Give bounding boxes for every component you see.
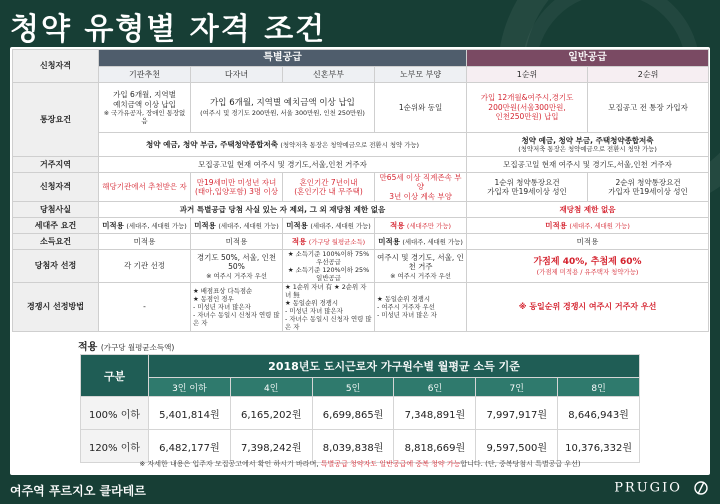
income-cell: 10,376,332원 [558,430,640,463]
income-col-8: 8인 [558,378,640,397]
col-first-rank: 1순위 [467,67,588,83]
income-row-100 [81,397,640,430]
household-institution [99,218,191,234]
header-general: 일반공급 [467,50,709,67]
row-label-tie: 경쟁시 선정방법 [13,283,99,332]
qual-elder-line2: 3년 이상 계속 부양 [389,191,452,201]
footnote [10,459,710,469]
qual-elder-line1: 만65세 이상 직계존속 부양 [379,173,462,192]
row-label-residence: 거주지역 [13,157,99,173]
income-cell: 6,482,177원 [149,430,231,463]
tie-elder-line3: - 미성년 자녀 많은 자 [377,311,437,320]
selection-general-line1: 가점제 40%, 추첨제 60% [533,256,642,267]
income-elder-note: (세대주, 세대원 가능) [402,237,463,246]
qual-newly-line1: 혼인기간 7년이내 [299,177,358,187]
account-multi-line1: 가입 6개월, 지역별 예치금액 이상 납입 [210,98,355,109]
logo-text: PRUGIO [614,480,682,496]
col-newlywed: 신혼부부 [283,67,375,83]
row-label-winning: 당첨사실 [13,202,99,218]
account-second-rank: 모집공고 전 통장 가입자 [588,83,709,133]
income-cell: 7,348,891원 [394,397,476,430]
footnote-part2: 합니다. (단, 중복당첨시 특별공급 우선) [460,460,581,468]
tie-multi-line2: ★ 동점인 경우 [193,295,234,304]
household-inst-note: (세대주, 세대원 가능) [126,221,187,230]
tie-institution: - [99,283,191,332]
tie-newly-line2: ★ 동일순위 경쟁시 [285,299,339,308]
account-general-bottom-text: 청약 예금, 청약 부금, 주택청약종합저축 [521,135,654,145]
row-label-qualification: 신청자격 [13,173,99,202]
selection-general [467,250,709,283]
account-g1-line1: 가입 12개월&여주시,경기도 [480,93,574,103]
qual-g1-line2: 가입자 만19세이상 성인 [487,187,567,197]
income-col-7: 7인 [476,378,558,397]
selection-elder [375,250,467,283]
col-elder-support: 노부모 부양 [375,67,467,83]
tie-newlywed [283,283,375,332]
qual-first-rank [467,173,588,202]
qual-multi-line1: 만19세미만 미성년 자녀 [196,177,277,187]
account-elder: 1순위와 동일 [375,83,467,133]
col-multi-child: 다자녀 [191,67,283,83]
household-elder-note: (세대주만 가능) [406,221,451,230]
account-inst-line1: 가입 6개월, 지역별 [113,90,176,100]
tie-elder-line1: ★ 동일순위 경쟁시 [377,295,431,304]
income-newlywed [283,234,375,250]
row-label-account: 통장요건 [13,83,99,157]
income-row-label: 100% 이하 [81,397,149,430]
income-table-corner: 구분 [81,355,149,397]
household-newly-note: (세대주, 세대원 가능) [310,221,371,230]
qual-g2-line1: 2순위 청약통장요건 [615,177,681,187]
tie-multi-line1: ★ 배점표상 다득점순 [193,287,253,296]
qual-institution: 해당기관에서 추천받은 자 [99,173,191,202]
account-general-bottom [467,133,709,157]
income-cell: 8,039,838원 [312,430,394,463]
winning-special: 과거 특별공급 당첨 사실 있는 자 제외, 그 외 재당첨 제한 없음 [99,202,467,218]
eligibility-table [12,49,709,332]
income-cell: 9,597,500원 [476,430,558,463]
qual-g1-line1: 1순위 청약통장요건 [494,177,560,187]
household-newlywed [283,218,375,234]
income-section-label [78,338,174,353]
income-multi-child: 미적용 [191,234,283,250]
tie-elder-line2: - 여주시 거주자 우선 [377,303,435,312]
household-newly-value: 미적용 [286,220,308,230]
income-row-120 [81,430,640,463]
prugio-logo [614,480,708,496]
income-newly-value: 적용 [291,236,307,246]
selection-newlywed [283,250,375,283]
logo-mark-icon [694,480,708,496]
income-cell: 7,398,242원 [230,430,312,463]
comparison-card [10,47,710,475]
income-cell: 8,818,669원 [394,430,476,463]
tie-multi-line4: - 자녀수 동일시 신청자 연령 많은 자 [193,311,280,328]
header-special: 특별공급 [99,50,467,67]
income-newly-note: (가구당 월평균소득) [308,237,366,246]
income-table [80,354,640,463]
income-cell: 5,401,814원 [149,397,231,430]
income-elder-value: 미적용 [378,236,400,246]
income-general: 미적용 [467,234,709,250]
income-col-6: 6인 [394,378,476,397]
income-col-5: 5인 [312,378,394,397]
income-cell: 7,997,917원 [476,397,558,430]
account-multi-newly [191,83,375,133]
residence-general: 모집공고일 현재 여주시 및 경기도,서울,인천 거주자 [467,157,709,173]
qual-elder [375,173,467,202]
account-special-bottom-text: 청약 예금, 청약 부금, 주택청약종합저축 [145,139,279,149]
winning-general: 재당첨 제한 없음 [467,202,709,218]
household-multi-child [191,218,283,234]
selection-elder-line1: 여주시 및 경기도, 서울, 인천 거주 [377,252,464,272]
row-label-selection: 당첨자 선정 [13,250,99,283]
col-institution: 기관추천 [99,67,191,83]
household-multi-value: 미적용 [194,220,216,230]
income-col-3: 3인 이하 [149,378,231,397]
household-general-value: 미적용 [545,220,567,230]
tie-newly-line1: ★ 1순위 자녀 有 ★ 2순위 자녀 無 [285,283,367,300]
tie-elder [375,283,467,332]
income-section-title: 적용 [78,342,98,353]
page-title: 청약 유형별 자격 조건 [10,12,327,47]
footnote-highlight: 특별공급 청약자도 일반공급에 중복 청약 가능 [320,460,461,468]
account-g1-line3: 인천250만원) 납입 [495,112,559,122]
tie-general: ※ 동일순위 경쟁시 여주시 거주자 우선 [467,283,709,332]
residence-special: 모집공고일 현재 여주시 및 경기도,서울,인천 거주자 [99,157,467,173]
selection-elder-line2: ※ 여주시 거주자 우선 [390,271,451,280]
account-special-bottom [99,133,467,157]
account-first-rank [467,83,588,133]
tie-multi-line3: - 미성년 자녀 많은자 [193,303,251,312]
row-label-apply: 신청자격 [13,50,99,83]
selection-general-line2: (가점제 미적용 / 유주택자 청약가능) [536,267,639,276]
account-general-bottom-note: (청약저축 통장은 청약예금으로 전환시 청약 가능) [518,145,657,154]
tie-multi-child [191,283,283,332]
household-elder [375,218,467,234]
account-inst-line2: 예치금액 이상 납입 [113,99,176,109]
col-second-rank: 2순위 [588,67,709,83]
income-cell: 6,699,865원 [312,397,394,430]
household-inst-value: 미적용 [102,220,124,230]
qual-g2-line2: 가입자 만19세이상 성인 [608,187,688,197]
brand-name: 여주역 푸르지오 클라테르 [10,484,146,498]
account-inst-note: ※ 국가유공자, 장애인 통장없음 [103,108,186,125]
income-section-note: (가구당 월평균소득액) [100,343,175,352]
household-general-note: (세대주, 세대원 가능) [569,221,630,230]
income-elder [375,234,467,250]
tie-newly-line4: - 자녀수 동일시 신청자 연령 많은 자 [285,315,372,332]
row-label-income: 소득요건 [13,234,99,250]
selection-multi-child [191,250,283,283]
income-col-4: 4인 [230,378,312,397]
tie-newly-line3: - 미성년 자녀 많은자 [285,307,343,316]
selection-institution: 각 기관 선정 [99,250,191,283]
income-cell: 6,165,202원 [230,397,312,430]
selection-newly-line2: ★ 소득기준 120%이하 25% 일반공급 [287,266,370,283]
account-multi-line2: (여주시 및 경기도 200만원, 서울 300만원, 인천 250만원) [200,108,365,117]
income-institution: 미적용 [99,234,191,250]
row-label-household: 세대주 요건 [13,218,99,234]
account-special-bottom-note: (청약저축 통장은 청약예금으로 전환시 청약 가능) [280,140,420,149]
account-g1-line2: 200만원(서울300만원, [488,102,566,112]
income-row-label: 120% 이하 [81,430,149,463]
qual-multi-child [191,173,283,202]
qual-newly-line2: (혼인기간 내 무주택) [294,187,363,197]
selection-multi-line1: 경기도 50%, 서울, 인천 50% [196,252,277,272]
household-multi-note: (세대주, 세대원 가능) [218,221,279,230]
income-table-title: 2018년도 도시근로자 가구원수별 월평균 소득 기준 [149,355,640,378]
qual-second-rank [588,173,709,202]
household-elder-value: 적용 [390,220,405,230]
household-general [467,218,709,234]
qual-newlywed [283,173,375,202]
footnote-part1: ※ 자세한 내용은 입주자 모집공고에서 확인 하시기 바라며, [139,460,321,468]
income-cell: 8,646,943원 [558,397,640,430]
selection-newly-line1: ★ 소득기준 100%이하 75% 우선공급 [287,250,370,267]
selection-multi-line2: ※ 여주시 거주자 우선 [206,271,267,280]
account-institution [99,83,191,133]
qual-multi-line2: (태아,입양포함) 3명 이상 [195,187,278,197]
